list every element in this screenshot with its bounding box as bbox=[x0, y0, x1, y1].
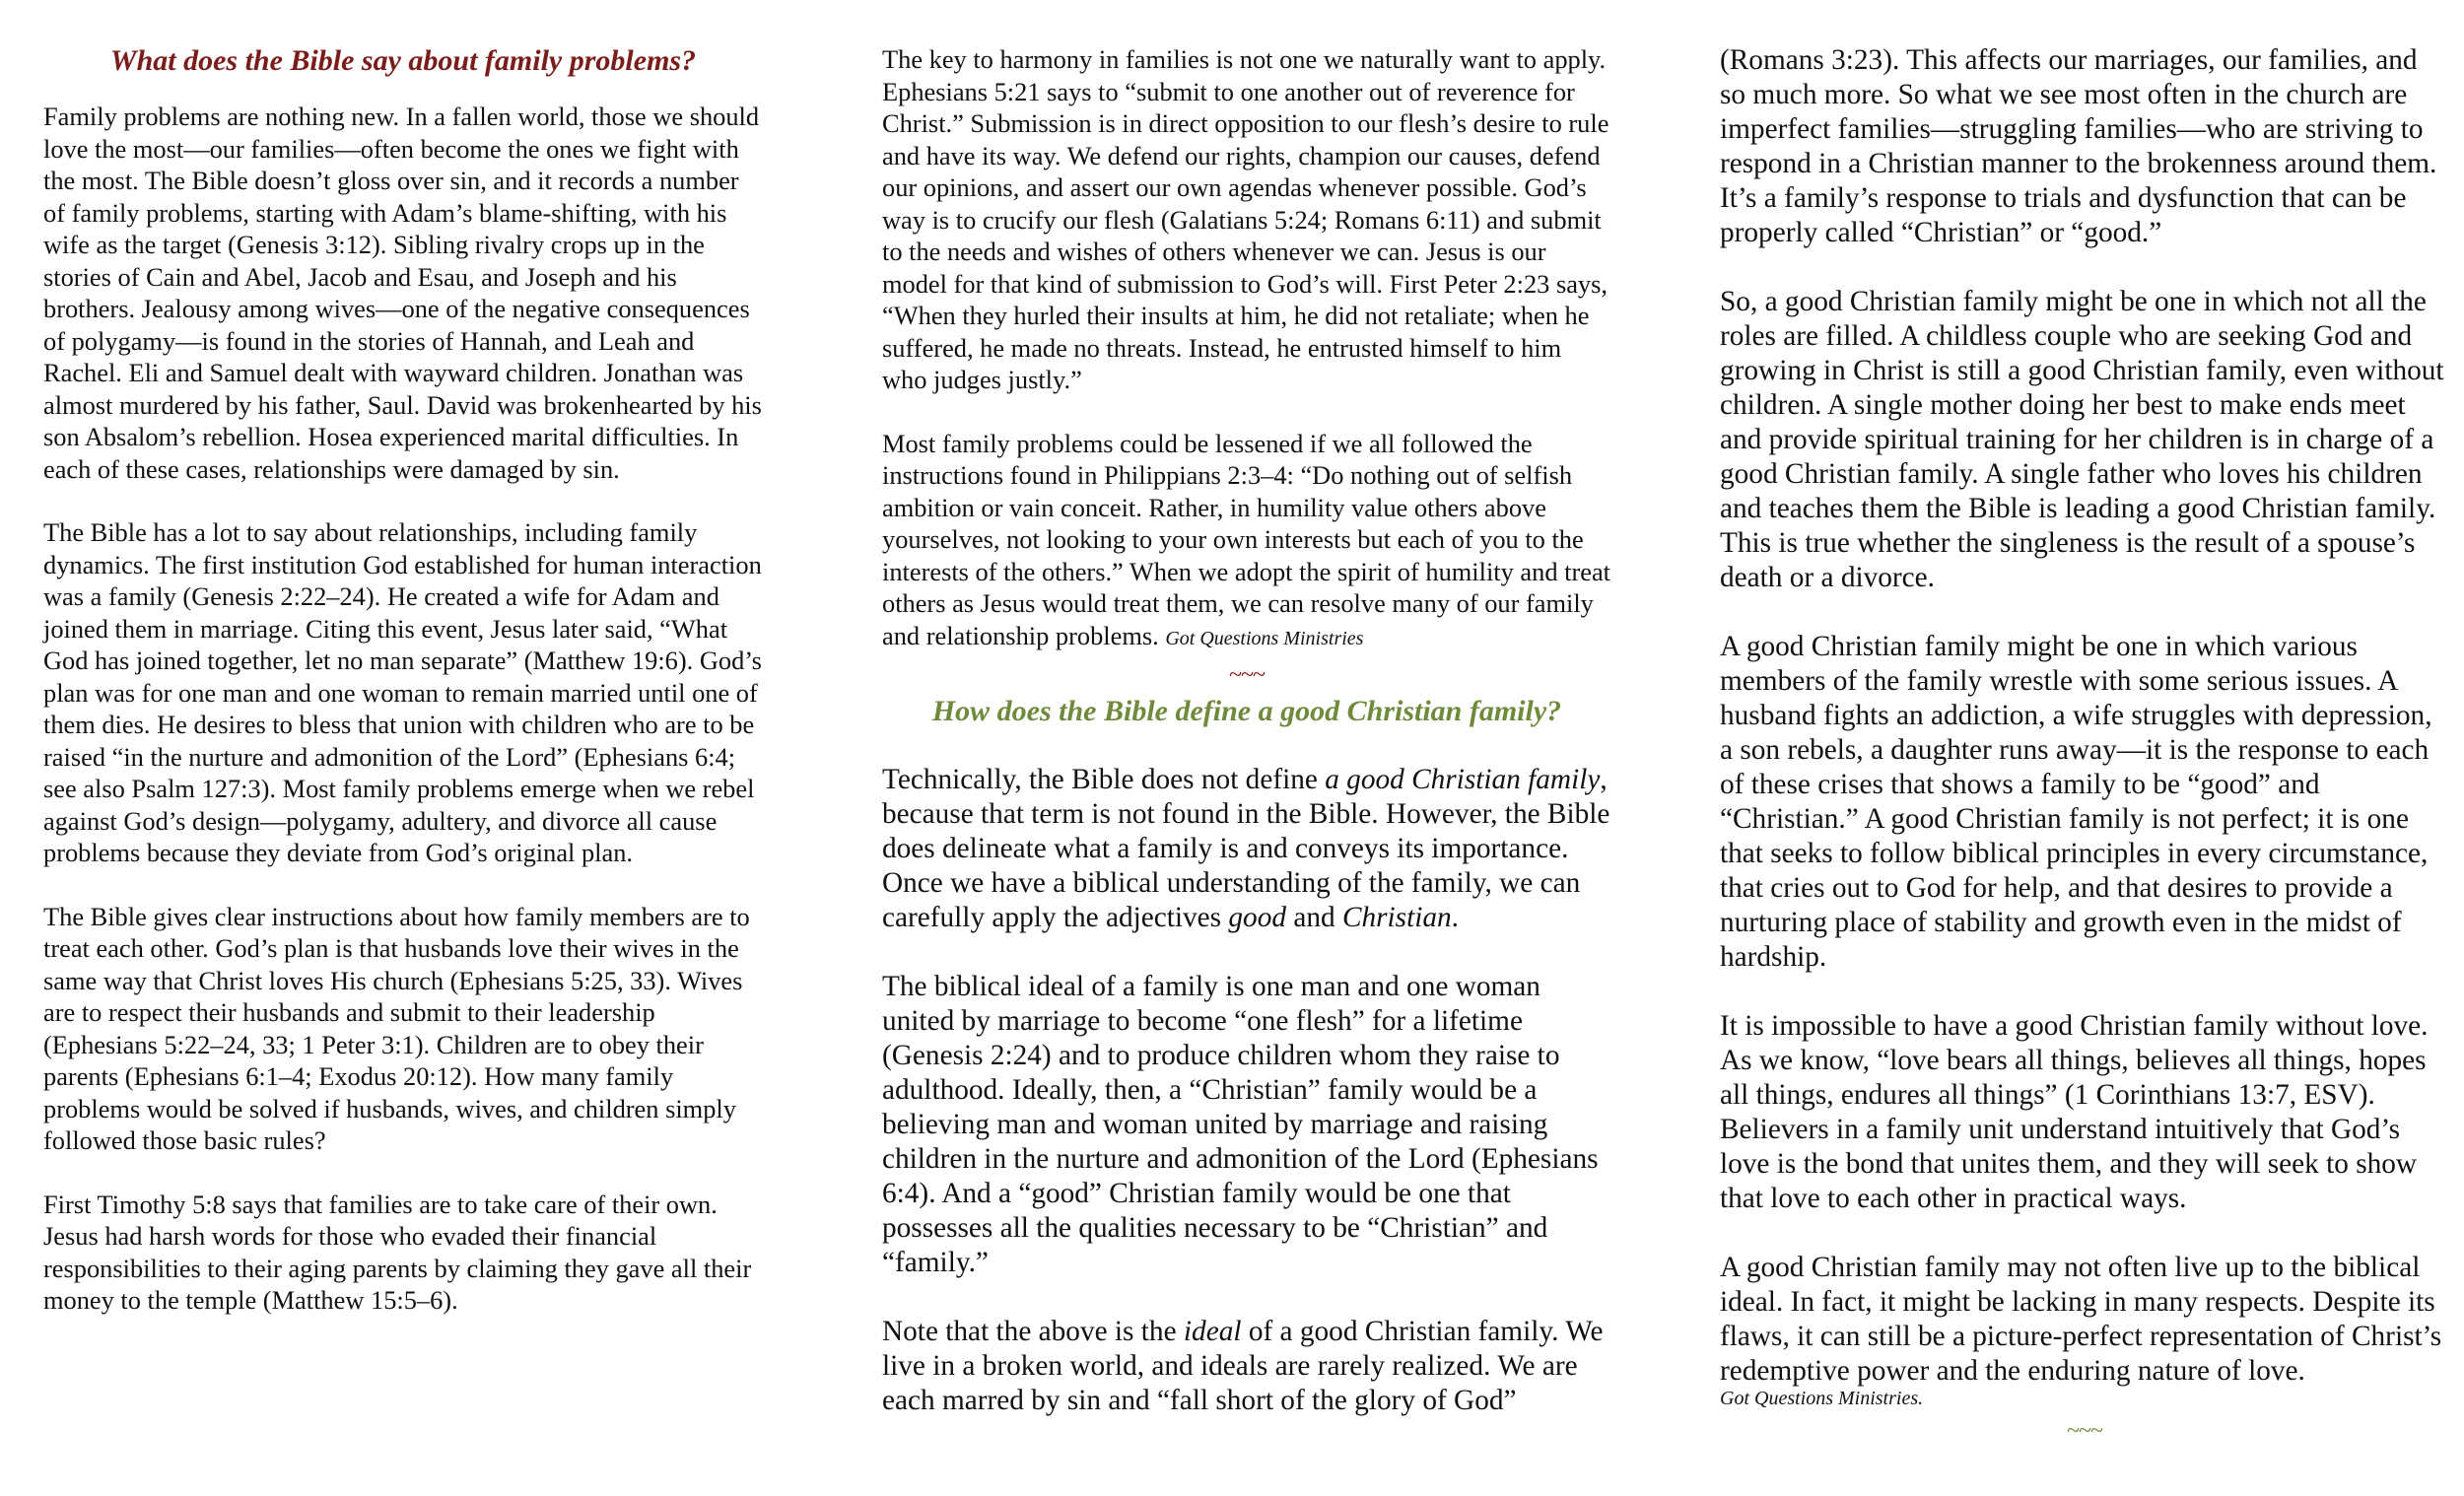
text-run: Technically, the Bible does not define bbox=[882, 764, 1326, 795]
paragraph: A good Christian family may not often live up to the biblical ideal. In fact, it might be lacking in many respects. Despite its flaws, it can still be a picture-perfect representation of Christ’s redemptive power and the enduring nature of love. bbox=[1720, 1252, 2442, 1387]
emphasis: a good Christian family bbox=[1325, 764, 1601, 795]
section-separator: ~~~ bbox=[1229, 662, 1265, 688]
column-3 bbox=[1720, 43, 2449, 1442]
paragraph: So, a good Christian family might be one in which not all the roles are filled. A childless couple who are seeking God and growing in Christ is still a good Christian family, even without children. A single mother doing her best to make ends meet and provide spiritual training for her children is in charge of a good Christian family. A single father who loves his children and teaches them the Bible is leading a good Christian family. This is true whether the singleness is the result of a spouse’s death or a divorce. bbox=[1720, 286, 2444, 593]
text-run: Note that the above is the bbox=[882, 1316, 1184, 1347]
section-separator: ~~~ bbox=[2067, 1418, 2102, 1444]
paragraph: The Bible gives clear instructions about how family members are to treat each other. God’s plan is that husbands love their wives in the same way that Christ loves His church (Ephesians 5:25, 33). Wives are to respect their husbands and submit to their leadership (Ephesians 5:22–24, 33; 1 Peter 3:1). Children are to obey their parents (Ephesians 6:1–4; Exodus 20:12). How many family problems would be solved if husbands, wives, and children simply followed those basic rules? bbox=[43, 901, 750, 1155]
emphasis: ideal bbox=[1183, 1316, 1242, 1347]
paragraph: The biblical ideal of a family is one man and one woman united by marriage to become “one flesh” for a lifetime (Genesis 2:24) and to produce children whom they raise to adulthood. Ideally, then, a “Christian” family would be a believing man and woman united by marriage and raising children in the nurture and admonition of the Lord (Ephesians 6:4). And a “good” Christian family would be one that possesses all the qualities necessary to be “Christian” and “family.” bbox=[882, 971, 1599, 1278]
heading-good-christian-family: How does the Bible define a good Christian family? bbox=[931, 695, 1562, 727]
text-run: and bbox=[1286, 902, 1342, 933]
text-run: . bbox=[1451, 902, 1459, 933]
paragraph: First Timothy 5:8 says that families are to take care of their own. Jesus had harsh words for those who evaded their financial responsibilities to their aging parents by claiming they gave all their money to the temple (Matthew 15:5–6). bbox=[43, 1189, 752, 1315]
column-2 bbox=[882, 43, 1611, 1418]
text-run: , because that term is not found in the Bible. However, the Bible does delineate what a family is and conveys its importance. Once we have a biblical understanding of the family, we can carefully apply the adjectives bbox=[882, 764, 1610, 933]
emphasis: good bbox=[1228, 902, 1286, 933]
paragraph: The key to harmony in families is not one we naturally want to apply. Ephesians 5:21 says to “submit to one another out of reverence for Christ.” Submission is in direct opposition to our flesh’s desire to rule and have its way. We defend our rights, champion our causes, defend our opinions, and assert our own agendas whenever possible. God’s way is to crucify our flesh (Galatians 5:24; Romans 6:11) and submit to the needs and wishes of others whenever we can. Jesus is our model for that kind of submission to God’s will. First Peter 2:23 says, “When they hurled their insults at him, he did not retaliate; when he suffered, he made no threats. Instead, he entrusted himself to him who judges justly.” bbox=[882, 44, 1609, 394]
paragraph: (Romans 3:23). This affects our marriages, our families, and so much more. So what we see most often in the church are imperfect families—struggling families—who are striving to respond in a Christian manner to the brokenness around them. It’s a family’s response to trials and dysfunction that can be properly called “Christian” or “good.” bbox=[1720, 44, 2437, 248]
paragraph: A good Christian family might be one in which various members of the family wrestle with some serious issues. A husband fights an addiction, a wife struggles with depression, a son rebels, a daughter runs away—it is the response to each of these crises that shows a family to be “good” and “Christian.” A good Christian family is not perfect; it is one that seeks to follow biblical principles in every circumstance, that cries out to God for help, and that desires to provide a nurturing place of stability and growth even in the midst of hardship. bbox=[1720, 631, 2432, 973]
paragraph bbox=[882, 1315, 1611, 1418]
paragraph-text: Most family problems could be lessened if we all followed the instructions found in Philippians 2:3–4: “Do nothing out of selfish ambition or vain conceit. Rather, in humility value others above yourselves, not looking to your own interests but each of you to the interests of the others.” When we adopt the spirit of humility and treat others as Jesus would treat them, we can resolve many of our family and relationship problems. bbox=[882, 428, 1610, 650]
emphasis: Christian bbox=[1341, 902, 1452, 933]
paragraph: Family problems are nothing new. In a fallen world, those we should love the most—our families—often become the ones we fight with the most. The Bible doesn’t gloss over sin, and it records a number of family problems, starting with Adam’s blame-shifting, with his wife as the target (Genesis 3:12). Sibling rivalry crops up in the stories of Cain and Abel, Jacob and Esau, and Joseph and his brothers. Jealousy among wives—one of the negative consequences of polygamy—is found in the stories of Hannah, and Leah and Rachel. Eli and Samuel dealt with wayward children. Jonathan was almost murdered by his father, Saul. David was brokenhearted by his son Absalom’s rebellion. Hosea experienced marital difficulties. In each of these cases, relationships were damaged by sin. bbox=[43, 102, 762, 484]
heading-family-problems: What does the Bible say about family problems? bbox=[109, 44, 697, 77]
column-1 bbox=[43, 43, 763, 1348]
text-run: of a good Christian family. We live in a broken world, and ideals are rarely realized. We are each marred by sin and “fall short of the glory of God” bbox=[882, 1316, 1604, 1416]
paragraph bbox=[882, 428, 1611, 655]
paragraph: It is impossible to have a good Christian family without love. As we know, “love bears all things, believes all things, hopes all things, endures all things” (1 Corinthians 13:7, ESV). Believers in a family unit understand intuitively that God’s love is the bond that unites them, and they will seek to show that love to each other in practical ways. bbox=[1720, 1010, 2429, 1214]
source-credit: Got Questions Ministries. bbox=[1720, 1388, 1924, 1409]
source-credit: Got Questions Ministries bbox=[1165, 627, 1364, 649]
paragraph: The Bible has a lot to say about relationships, including family dynamics. The first institution God established for human interaction was a family (Genesis 2:22–24). He created a wife for Adam and joined them in marriage. Citing this event, Jesus later said, “What God has joined together, let no man separate” (Matthew 19:6). God’s plan was for one man and one woman to remain married until one of them dies. He desires to bless that union with children who are to be raised “in the nurture and admonition of the Lord” (Ephesians 6:4; see also Psalm 127:3). Most family problems emerge when we rebel against God’s design—polygamy, adultery, and divorce all cause problems because they deviate from God’s original plan. bbox=[43, 517, 762, 867]
paragraph bbox=[882, 763, 1611, 935]
